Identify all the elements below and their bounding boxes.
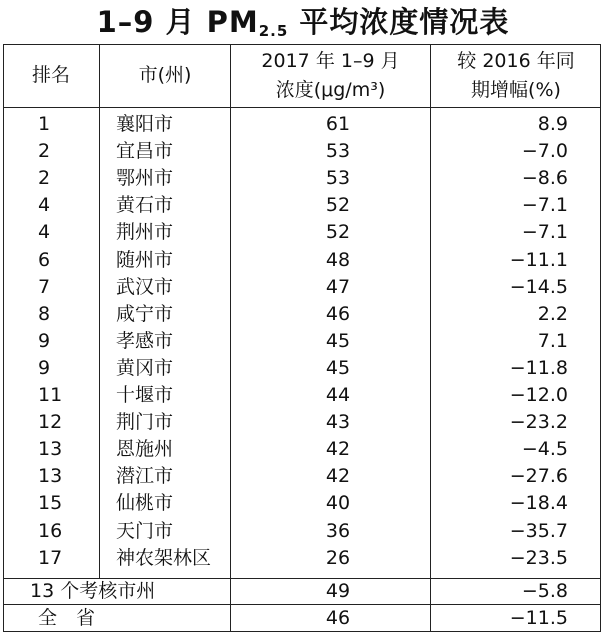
change-cell: 2.2 bbox=[537, 302, 568, 325]
rank-cell: 17 bbox=[38, 546, 63, 569]
rank-cell: 2 bbox=[38, 167, 51, 190]
concentration-cell: 53 bbox=[325, 140, 351, 163]
concentration-cell: 40 bbox=[325, 492, 351, 515]
table-row bbox=[0, 138, 606, 164]
city-cell: 黄冈市 bbox=[116, 356, 174, 379]
table-row bbox=[0, 274, 606, 300]
table-row bbox=[0, 490, 606, 516]
city-cell: 武汉市 bbox=[116, 275, 174, 298]
table-row bbox=[0, 192, 606, 218]
rank-cell: 16 bbox=[38, 519, 63, 542]
change-cell: −18.4 bbox=[509, 492, 568, 515]
city-cell: 襄阳市 bbox=[116, 113, 174, 135]
concentration-cell: 45 bbox=[325, 356, 351, 379]
rank-cell: 7 bbox=[38, 275, 51, 298]
table-row bbox=[0, 436, 606, 462]
change-cell: −23.2 bbox=[509, 411, 568, 434]
concentration-cell: 26 bbox=[325, 546, 351, 569]
change-cell: −14.5 bbox=[509, 275, 568, 298]
table-title bbox=[0, 0, 606, 44]
table-row bbox=[0, 518, 606, 544]
change-cell: −7.1 bbox=[521, 194, 568, 217]
title-rest: 平均浓度情况表 bbox=[288, 5, 510, 39]
rank-cell: 4 bbox=[38, 194, 51, 217]
table-row bbox=[0, 111, 606, 137]
rank-cell: 15 bbox=[38, 492, 63, 515]
change-cell: −35.7 bbox=[509, 519, 568, 542]
city-cell: 十堰市 bbox=[116, 384, 174, 406]
summary-change: −11.5 bbox=[509, 607, 568, 629]
city-cell: 随州市 bbox=[116, 248, 174, 271]
city-cell: 鄂州市 bbox=[116, 167, 174, 190]
rank-cell: 11 bbox=[38, 384, 63, 406]
header-conc-line2: 浓度(μg/m³) bbox=[275, 79, 386, 101]
summary-label: 13 个考核市州 bbox=[30, 580, 156, 602]
city-cell: 荆州市 bbox=[116, 221, 174, 244]
rank-cell: 9 bbox=[38, 356, 51, 379]
change-cell: −11.8 bbox=[509, 356, 568, 379]
change-cell: −23.5 bbox=[509, 546, 568, 569]
concentration-cell: 53 bbox=[325, 167, 351, 190]
table-row bbox=[0, 355, 606, 381]
city-cell: 恩施州 bbox=[116, 438, 174, 461]
header-change-line1: 较 2016 年同 bbox=[457, 50, 575, 72]
rank-cell: 12 bbox=[38, 411, 63, 434]
change-cell: −8.6 bbox=[521, 167, 568, 190]
table-row bbox=[0, 463, 606, 489]
concentration-cell: 48 bbox=[325, 248, 351, 271]
summary-row-province bbox=[0, 605, 606, 631]
table-row bbox=[0, 219, 606, 245]
concentration-cell: 61 bbox=[325, 113, 351, 135]
table-row bbox=[0, 165, 606, 191]
summary-conc: 46 bbox=[325, 607, 351, 629]
change-cell: −11.1 bbox=[509, 248, 568, 271]
concentration-cell: 43 bbox=[325, 411, 351, 434]
city-cell: 天门市 bbox=[116, 519, 174, 542]
city-cell: 孝感市 bbox=[116, 329, 174, 352]
city-cell: 神农架林区 bbox=[116, 546, 212, 569]
rank-cell: 1 bbox=[38, 113, 51, 135]
rank-cell: 9 bbox=[38, 329, 51, 352]
table-row bbox=[0, 409, 606, 435]
concentration-cell: 36 bbox=[325, 519, 351, 542]
title-main: 1–9 月 PM bbox=[96, 5, 259, 39]
change-cell: −12.0 bbox=[509, 384, 568, 406]
header-conc-line1: 2017 年 1–9 月 bbox=[261, 50, 400, 72]
header-rank: 排名 bbox=[31, 64, 70, 86]
concentration-cell: 46 bbox=[325, 302, 351, 325]
change-cell: 8.9 bbox=[537, 113, 568, 135]
city-cell: 荆门市 bbox=[116, 411, 174, 434]
concentration-cell: 52 bbox=[325, 221, 351, 244]
change-cell: −27.6 bbox=[509, 465, 568, 488]
rank-cell: 13 bbox=[38, 438, 63, 461]
title-subscript: 2.5 bbox=[258, 22, 289, 40]
change-cell: −7.0 bbox=[521, 140, 568, 163]
table-row bbox=[0, 301, 606, 327]
header-divider bbox=[3, 107, 601, 108]
header-city: 市(州) bbox=[138, 64, 192, 86]
summary-label: 全 省 bbox=[38, 607, 96, 629]
table-row bbox=[0, 328, 606, 354]
table-row bbox=[0, 545, 606, 571]
table-row bbox=[0, 382, 606, 408]
rank-cell: 4 bbox=[38, 221, 51, 244]
rank-cell: 6 bbox=[38, 248, 51, 271]
concentration-cell: 52 bbox=[325, 194, 351, 217]
change-cell: −4.5 bbox=[521, 438, 568, 461]
concentration-cell: 47 bbox=[325, 275, 351, 298]
summary-row-assessed bbox=[0, 579, 606, 605]
concentration-cell: 45 bbox=[325, 329, 351, 352]
header-change-line2: 期增幅(%) bbox=[471, 79, 561, 101]
city-cell: 宜昌市 bbox=[116, 140, 174, 163]
city-cell: 咸宁市 bbox=[116, 302, 174, 325]
summary-conc: 49 bbox=[325, 580, 351, 602]
city-cell: 仙桃市 bbox=[116, 492, 174, 515]
city-cell: 黄石市 bbox=[116, 194, 174, 217]
concentration-cell: 44 bbox=[325, 384, 351, 406]
rank-cell: 13 bbox=[38, 465, 63, 488]
change-cell: −7.1 bbox=[521, 221, 568, 244]
change-cell: 7.1 bbox=[537, 329, 568, 352]
rank-cell: 8 bbox=[38, 302, 51, 325]
city-cell: 潜江市 bbox=[116, 465, 174, 488]
concentration-cell: 42 bbox=[325, 465, 351, 488]
summary-change: −5.8 bbox=[521, 580, 568, 602]
rank-cell: 2 bbox=[38, 140, 51, 163]
concentration-cell: 42 bbox=[325, 438, 351, 461]
table-row bbox=[0, 247, 606, 273]
